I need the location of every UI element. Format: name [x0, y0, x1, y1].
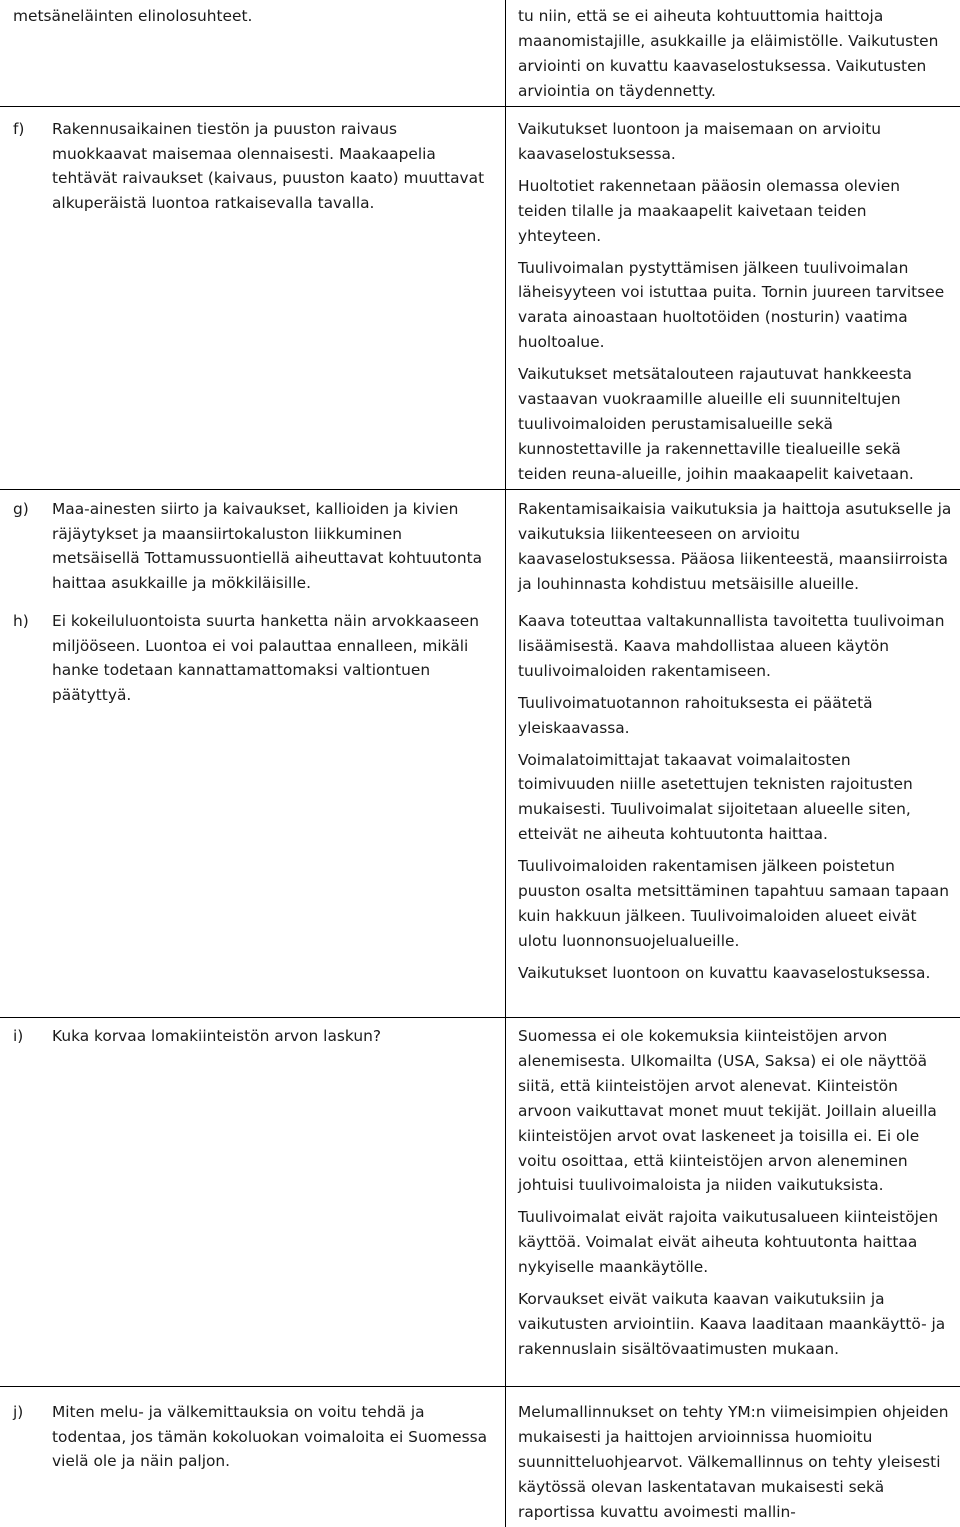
answer-paragraph: Vaikutukset luontoon ja maisemaan on arvioitu kaavaselostuksessa.	[518, 120, 882, 163]
question-f	[13, 117, 491, 215]
answer-paragraph: Melumallinnukset on tehty YM:n viimeisimpien ohjeiden mukaisesti ja haittojen arvioinnissa huomioitu suunnitteluohjearvot. Välkemallinnus on tehty yleisesti käytössä olevan laskentatavan mukaisesti sekä raportissa kuvattu avoimesti mallin-	[518, 1403, 949, 1521]
question-j	[13, 1400, 491, 1474]
question-text: metsäneläinten elinolosuhteet.	[13, 7, 253, 25]
question-h-cell	[13, 609, 491, 707]
answer-paragraph: Vaikutukset luontoon on kuvattu kaavaselostuksessa.	[518, 963, 931, 982]
row-divider	[0, 1017, 960, 1018]
question-j-cell	[13, 1400, 491, 1474]
question-label: i)	[13, 1027, 24, 1045]
row-divider	[0, 106, 960, 107]
answer-paragraph: Korvaukset eivät vaikuta kaavan vaikutuksiin ja vaikutusten arviointiin. Kaava laaditaan maankäyttö- ja rakennuslain sisältövaatimusten mukaan.	[518, 1290, 946, 1358]
question-label: h)	[13, 612, 29, 630]
question-text: Miten melu- ja välkemittauksia on voitu tehdä ja todentaa, jos tämän kokoluokan voimaloita ei Suomessa vielä ole ja näin paljon.	[52, 1403, 488, 1471]
answer-f-cell	[518, 117, 952, 487]
question-f-cell	[13, 117, 491, 215]
answer-paragraph: Suomessa ei ole kokemuksia kiinteistöjen arvon alenemisesta. Ulkomailta (USA, Saksa) ei ole näyttöä siitä, että kiinteistöjen arvot alenevat. Kiinteistön arvoon vaikuttavat monet muut tekijät. Joillain alueilla kiinteistöjen arvot ovat laskeneet ja toisilla ei. Ei ole voitu osoittaa, että kiinteistöjen arvon aleneminen johtuisi tuulivoimaloista ja niiden vaikutuksista.	[518, 1027, 937, 1195]
question-i-cell	[13, 1024, 491, 1049]
answer-paragraph: Tuulivoimatuotannon rahoituksesta ei päätetä yleiskaavassa.	[518, 693, 873, 737]
answer-paragraph: Tuulivoimalan pystyttämisen jälkeen tuulivoimalan läheisyyteen voi istuttaa puita. Tornin juureen tarvitsee varata ainoastaan huoltotöiden (nosturin) vaatima huoltoalue.	[518, 258, 945, 352]
answer-g-cell	[518, 497, 952, 597]
column-divider	[505, 0, 506, 1527]
answer-paragraph: Tuulivoimalat eivät rajoita vaikutusalueen kiinteistöjen käyttöä. Voimalat eivät aiheuta kohtuutonta haittaa nykyiselle maankäytölle.	[518, 1208, 939, 1277]
question-top-cell	[13, 4, 491, 29]
answer-j-cell	[518, 1400, 952, 1525]
answer-h-cell	[518, 609, 952, 986]
answer-paragraph: tu niin, että se ei aiheuta kohtuuttomia haittoja maanomistajille, asukkaille ja eläimistölle. Vaikutusten arviointi on kuvattu kaavaselostuksessa. Vaikutusten arviointia on täydennetty.	[518, 7, 939, 100]
answer-paragraph: Tuulivoimaloiden rakentamisen jälkeen poistetun puuston osalta metsittäminen tapahtuu samaan tapaan kuin hakkuun jälkeen. Tuulivoimaloiden alueet eivät ulotu luonnonsuojelualueille.	[518, 857, 949, 950]
answer-paragraph: Kaava toteuttaa valtakunnallista tavoitetta tuulivoiman lisäämisestä. Kaava mahdollistaa alueen käytön tuulivoimaloiden rakentamiseen.	[518, 612, 945, 680]
answer-paragraph: Huoltotiet rakennetaan pääosin olemassa olevien teiden tilalle ja maakaapelit kaivetaan teiden yhteyteen.	[518, 176, 900, 245]
question-label: f)	[13, 120, 25, 138]
question-text: Kuka korvaa lomakiinteistön arvon laskun?	[52, 1027, 382, 1045]
answer-paragraph: Vaikutukset metsätalouteen rajautuvat hankkeesta vastaavan vuokraamille alueille eli suunniteltujen tuulivoimaloiden perustamisalueille sekä kunnostettaville ja rakennettaville tiealueille sekä teiden reuna-alueille, joihin maakaapelit kaivetaan.	[518, 365, 914, 483]
question-g-cell	[13, 497, 491, 595]
answer-paragraph: Rakentamisaikaisia vaikutuksia ja haittoja asutukselle ja vaikutuksia liikenteeseen on arvioitu kaavaselostuksessa. Pääosa liikenteestä, maansiirroista ja louhinnasta kohdistuu metsäisille alueille.	[518, 500, 952, 593]
question-text: Rakennusaikainen tiestön ja puuston raivaus muokkaavat maisemaa olennaisesti. Maakaapelia tehtävät raivaukset (kaivaus, puuston kaato) muuttavat alkuperäistä luontoa ratkaisevalla tavalla.	[52, 120, 485, 212]
question-text: Maa-ainesten siirto ja kaivaukset, kallioiden ja kivien räjäytykset ja maansiirtokaluston liikkuminen metsäisellä Tottamussuontiellä aiheuttavat kohtuutonta haittaa asukkaille ja mökkiläisille.	[52, 500, 483, 592]
answer-paragraph: Voimalatoimittajat takaavat voimalaitosten toimivuuden niille asetettujen teknisten rajoitusten mukaisesti. Tuulivoimalat sijoitetaan alueelle siten, etteivät ne aiheuta kohtuutonta haittaa.	[518, 750, 913, 844]
question-g	[13, 497, 491, 595]
question-label: g)	[13, 500, 29, 518]
answer-top-cell	[518, 4, 952, 104]
question-h	[13, 609, 491, 707]
answer-i-cell	[518, 1024, 952, 1362]
row-divider	[0, 1386, 960, 1387]
question-i	[13, 1024, 491, 1049]
row-divider	[0, 489, 960, 490]
question-label: j)	[13, 1403, 24, 1421]
question-text: Ei kokeiluluontoista suurta hanketta näin arvokkaaseen miljööseen. Luontoa ei voi palauttaa ennalleen, mikäli hanke todetaan kannattamattomaksi valtiontuen päätyttyä.	[52, 612, 480, 704]
